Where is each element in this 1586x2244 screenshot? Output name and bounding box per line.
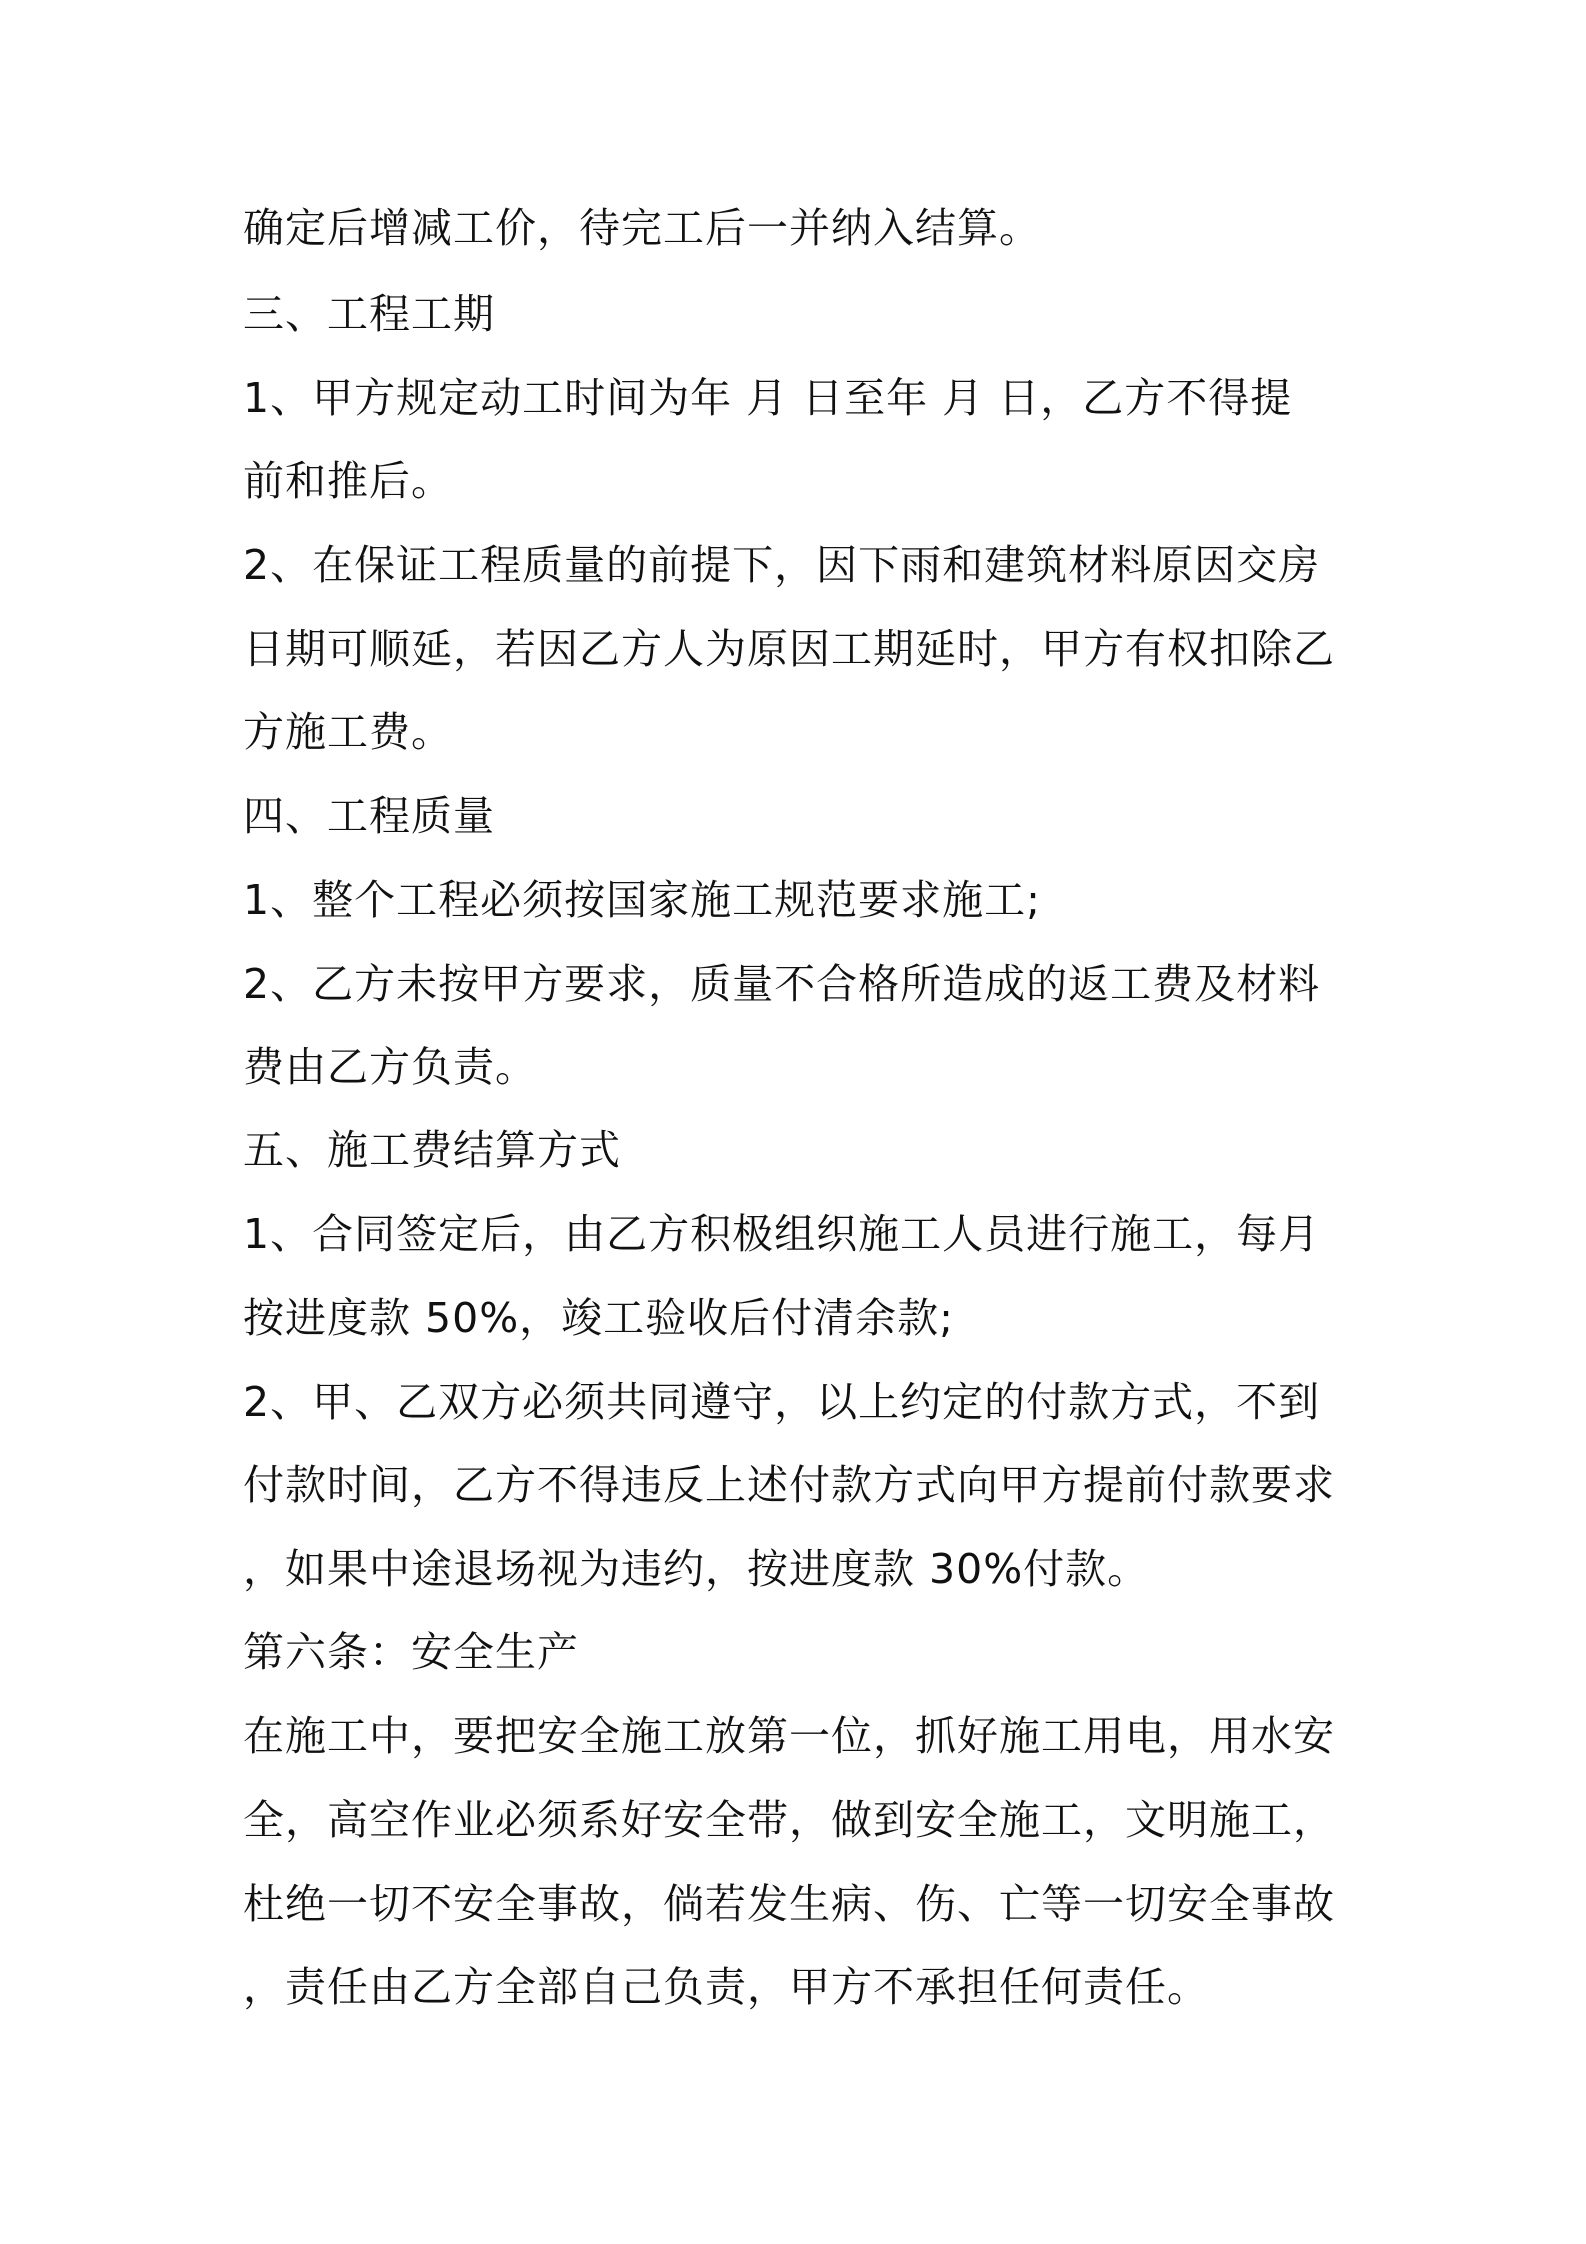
text-line: 全，高空作业必须系好安全带，做到安全施工，文明施工，: [243, 1796, 1335, 1844]
section-heading: 三、工程工期: [243, 290, 495, 338]
text-line: ，责任由乙方全部自己负责，甲方不承担任何责任。: [243, 1963, 1209, 2011]
text-line: 确定后增减工价，待完工后一并纳入结算。: [243, 204, 1041, 252]
text-line: 前和推后。: [243, 457, 453, 505]
text-line: 2、甲、乙双方必须共同遵守，以上约定的付款方式，不到: [243, 1378, 1321, 1426]
text-line: 日期可顺延，若因乙方人为原因工期延时，甲方有权扣除乙: [243, 625, 1335, 673]
text-line: 1、甲方规定动工时间为年 月 日至年 月 日，乙方不得提: [243, 374, 1293, 422]
text-line: 2、乙方未按甲方要求，质量不合格所造成的返工费及材料: [243, 960, 1321, 1008]
text-line: 2、在保证工程质量的前提下，因下雨和建筑材料原因交房: [243, 541, 1321, 589]
text-line: 1、整个工程必须按国家施工规范要求施工;: [243, 876, 1041, 924]
text-line: 费由乙方负责。: [243, 1043, 537, 1091]
text-line: 杜绝一切不安全事故，倘若发生病、伤、亡等一切安全事故: [243, 1880, 1335, 1928]
section-heading: 第六条：安全生产: [243, 1628, 579, 1676]
text-line: 在施工中，要把安全施工放第一位，抓好施工用电，用水安: [243, 1712, 1335, 1760]
text-line: 付款时间，乙方不得违反上述付款方式向甲方提前付款要求: [243, 1461, 1335, 1509]
text-line: ，如果中途退场视为违约，按进度款 30%付款。: [243, 1545, 1150, 1593]
text-line: 按进度款 50%，竣工验收后付清余款;: [243, 1294, 954, 1342]
text-line: 1、合同签定后，由乙方积极组织施工人员进行施工，每月: [243, 1210, 1321, 1258]
section-heading: 四、工程质量: [243, 792, 495, 840]
section-heading: 五、施工费结算方式: [243, 1126, 621, 1174]
text-line: 方施工费。: [243, 708, 453, 756]
